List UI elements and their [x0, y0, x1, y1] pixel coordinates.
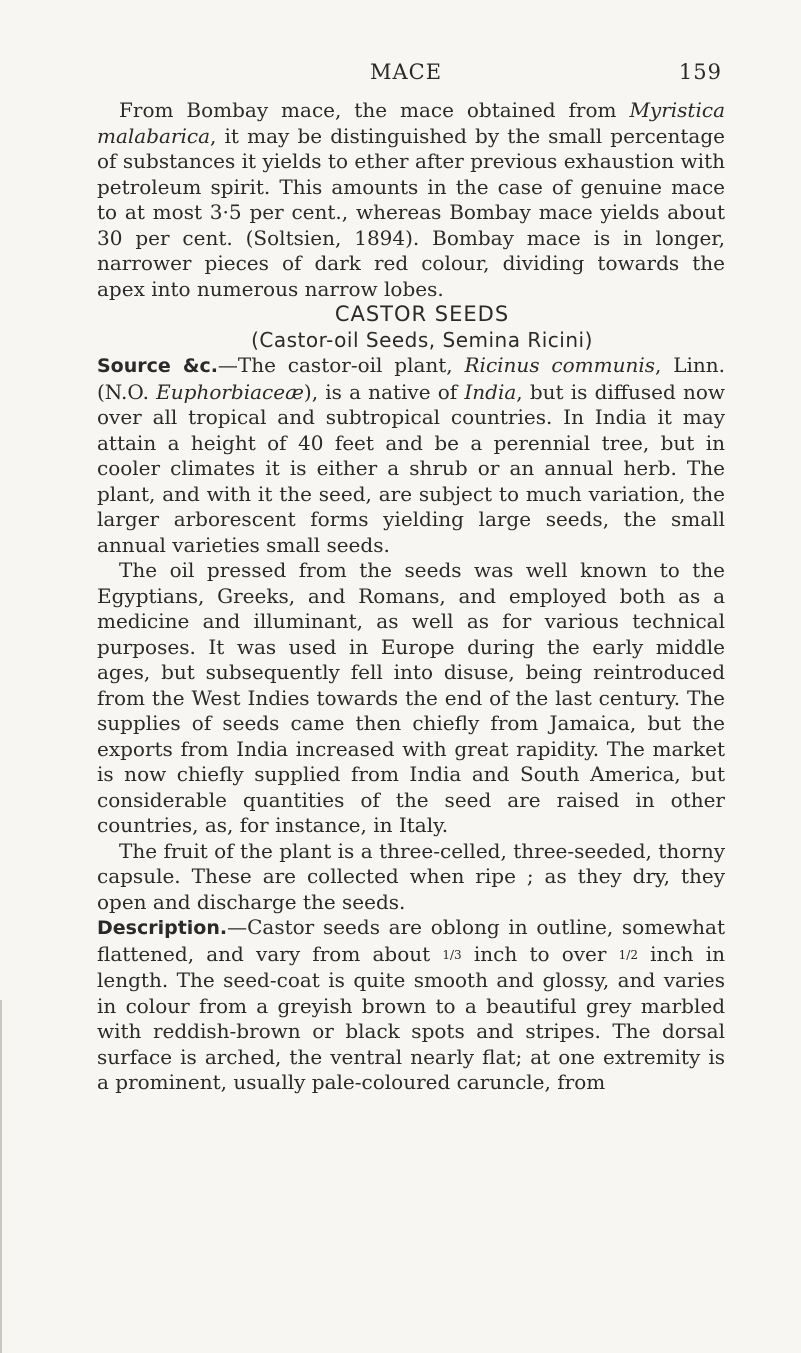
section-title: CASTOR SEEDS — [334, 302, 510, 326]
body-text — [97, 98, 725, 1096]
paragraph-source: Source &c.—The castor-oil plant, Ricinus communis, Linn. (N.O. Euphorbiaceæ), is a native of India, but is diffused now over all tropical and subtropical countries. In India it may attain a height of 40 feet and be a perennial tree, but in cooler climates it is either a shrub or an annual herb. The plant, and with it the seed, are subject to much variation, the larger arborescent forms yielding large seeds, the small annual varieties small seeds. — [97, 353, 726, 557]
paragraph-fruit: The fruit of the plant is a three-celled, three-seeded, thorny capsule. These are collected when ripe ; as they dry, they open and discharge the seeds. — [97, 838, 725, 914]
running-head-title: MACE — [369, 60, 443, 84]
running-head — [90, 60, 722, 90]
paragraph-oil-history: The oil pressed from the seeds was well known to the Egyptians, Greeks, and Romans, and employed both as a medicine and illuminant, as well as for various technical purposes. It was used in Europe during the early middle ages, but subsequently fell into disuse, being reintroduced from the West Indies towards the end of the last century. The supplies of seeds came then chiefly from Jamaica, but the exports from India increased with great rapidity. The market is now chiefly supplied from India and South America, but considerable quantities of the seed are raised in other countries, as, for instance, in Italy. — [97, 558, 725, 837]
section-subtitle: (Castor-oil Seeds, Semina Ricini) — [251, 327, 593, 352]
runin-heading-source: Source &c. — [97, 355, 218, 377]
paragraph-description: Description.—Castor seeds are oblong in outline, somewhat flattened, and vary from about 1/3 inch to over 1/2 inch in length. The seed-coat is quite smooth and glossy, and varies in colour from a greyish brown to a beautiful grey marbled with reddish-brown or black spots and stripes. The dorsal surface is arched, the ventral nearly flat; at one extremity is a prominent, usually pale-coloured caruncle, from — [97, 915, 725, 1094]
fraction-one-half: 1/2 — [618, 947, 638, 962]
page-number: 159 — [678, 60, 722, 84]
paragraph-bombay-mace: From Bombay mace, the mace obtained from Myristica malabarica, it may be distinguished by the small percentage of substances it yields to ether after previous exhaustion with petroleum spirit. This amounts in the case of genuine mace to at most 3·5 per cent., whereas Bombay mace yields about 30 per cent. (Soltsien, 1894). Bombay mace is in longer, narrower pieces of dark red colour, dividing towards the apex into numerous narrow lobes. — [97, 98, 725, 301]
page-edge-shadow — [0, 1000, 2, 1353]
runin-heading-description: Description. — [97, 917, 228, 939]
fraction-one-third: 1/3 — [442, 947, 462, 962]
